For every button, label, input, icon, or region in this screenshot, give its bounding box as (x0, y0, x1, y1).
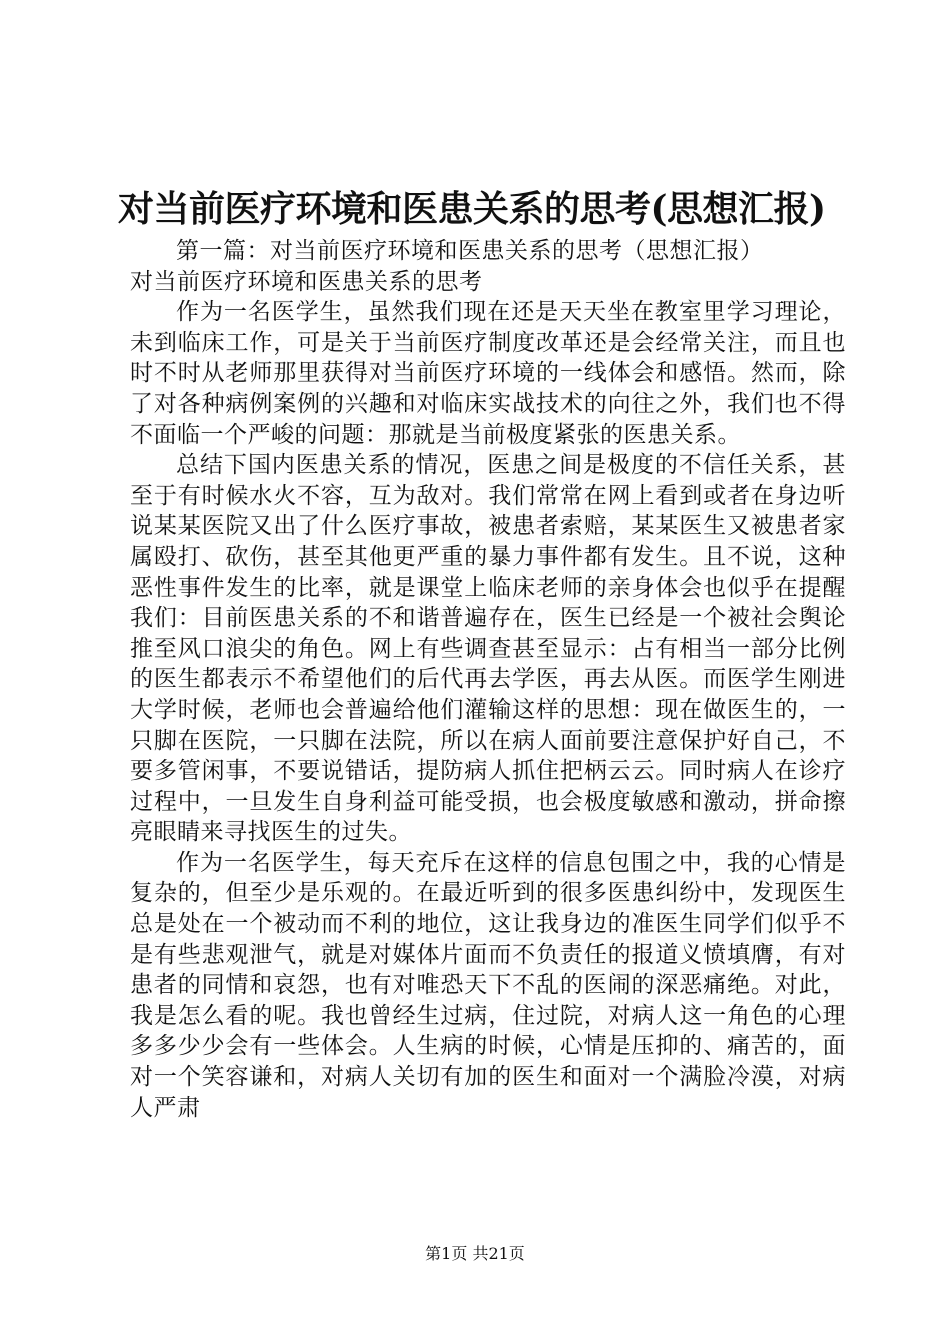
paragraph: 作为一名医学生，每天充斥在这样的信息包围之中，我的心情是复杂的，但至少是乐观的。在最近听到的很多医患纠纷中，发现医生总是处在一个被动而不利的地位，这让我身边的准医生同学们似乎不是有些悲观泄气，就是对媒体片面而不负责任的报道义愤填膺，有对患者的同情和哀怨，也有对唯恐天下不乱的医闹的深恶痛绝。对此，我是怎么看的呢。我也曾经生过病，住过院，对病人这一角色的心理多多少少会有一些体会。人生病的时候，心情是压抑的、痛苦的，面对一个笑容谦和，对病人关切有加的医生和面对一个满脸冷漠，对病人严肃 (130, 849, 846, 1121)
document-body (130, 236, 846, 1123)
document-title: 对当前医疗环境和医患关系的思考(思想汇报) (118, 188, 826, 230)
paragraph-heading: 第一篇：对当前医疗环境和医患关系的思考（思想汇报） (176, 238, 764, 264)
paragraph: 总结下国内医患关系的情况，医患之间是极度的不信任关系，甚至于有时候水火不容，互为敌对。我们常常在网上看到或者在身边听说某某医院又出了什么医疗事故，被患者索赔，某某医生又被患者家属殴打、砍伤，甚至其他更严重的暴力事件都有发生。且不说，这种恶性事件发生的比率，就是课堂上临床老师的亲身体会也似乎在提醒我们：目前医患关系的不和谐普遍存在，医生已经是一个被社会舆论推至风口浪尖的角色。网上有些调查甚至显示：占有相当一部分比例的医生都表示不希望他们的后代再去学医，再去从医。而医学生刚进大学时候，老师也会普遍给他们灌输这样的思想：现在做医生的，一只脚在医院，一只脚在法院，所以在病人面前要注意保护好自己，不要多管闲事，不要说错话，提防病人抓住把柄云云。同时病人在诊疗过程中，一旦发生自身利益可能受损，也会极度敏感和激动，拼命擦亮眼睛来寻找医生的过失。 (130, 452, 846, 846)
page-footer: 第1页 共21页 (425, 1244, 525, 1263)
paragraph-subheading: 对当前医疗环境和医患关系的思考 (130, 268, 483, 295)
paragraph: 作为一名医学生，虽然我们现在还是天天坐在教室里学习理论，未到临床工作，可是关于当前医疗制度改革还是会经常关注，而且也时不时从老师那里获得对当前医疗环境的一线体会和感悟。然而，除了对各种病例案例的兴趣和对临床实战技术的向往之外，我们也不得不面临一个严峻的问题：那就是当前极度紧张的医患关系。 (130, 299, 846, 448)
